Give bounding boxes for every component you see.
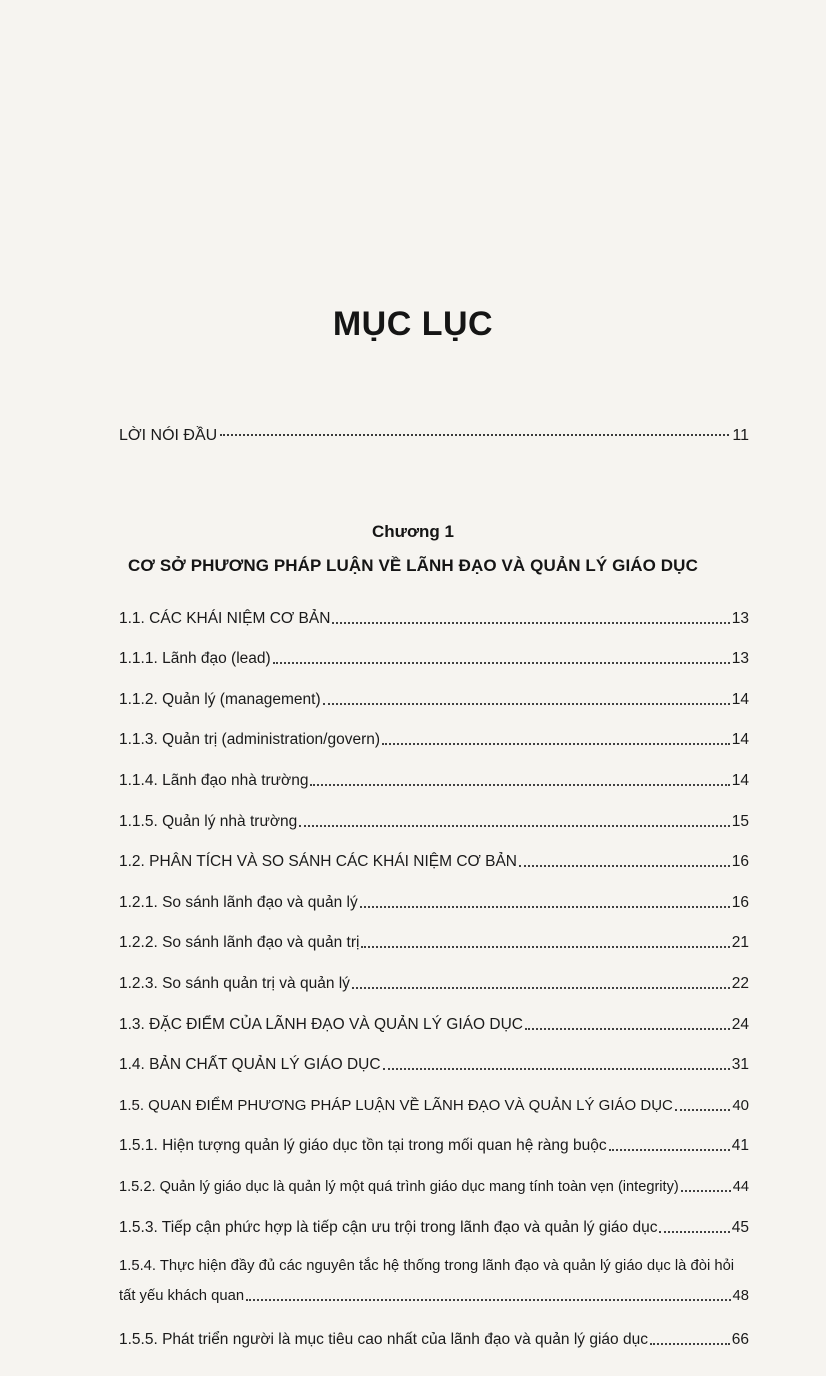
toc-entry-page: 24 — [731, 1015, 749, 1033]
toc-entry — [119, 1156, 749, 1197]
toc-entry-label: 1.5.2. Quản lý giáo dục là quản lý một quá trình giáo dục mang tính toàn vẹn (integrity) — [119, 1178, 679, 1195]
page-title: MỤC LỤC — [332, 305, 494, 343]
toc-entry-page: 44 — [732, 1178, 749, 1195]
toc-entry-page: 13 — [731, 650, 749, 668]
toc-entry-label-line2: tất yếu khách quan — [119, 1287, 245, 1304]
dot-leader — [360, 906, 730, 908]
dot-leader — [310, 784, 729, 786]
toc-entry — [119, 1035, 749, 1076]
dot-leader — [525, 1028, 730, 1030]
toc-entry — [119, 1116, 749, 1157]
toc-entry — [119, 750, 749, 791]
toc-entry-label: 1.3. ĐẶC ĐIỂM CỦA LÃNH ĐẠO VÀ QUẢN LÝ GIÁO DỤC — [119, 1015, 523, 1033]
toc-entry-label: 1.4. BẢN CHẤT QUẢN LÝ GIÁO DỤC — [119, 1056, 381, 1074]
toc-entry-label: 1.5.5. Phát triển người là mục tiêu cao nhất của lãnh đạo và quản lý giáo dục — [119, 1331, 648, 1349]
dot-leader — [361, 946, 729, 948]
toc-entry-label: 1.1.1. Lãnh đạo (lead) — [119, 650, 271, 668]
toc-entry-page: 66 — [731, 1331, 749, 1349]
toc-entry-page: 31 — [731, 1056, 749, 1074]
toc-entry-label: 1.1.5. Quản lý nhà trường — [119, 812, 298, 830]
toc-entry-page: 14 — [731, 690, 749, 708]
dot-leader — [681, 1190, 731, 1192]
toc-entry-page: 13 — [731, 609, 749, 627]
dot-leader — [659, 1231, 729, 1233]
toc-entry — [119, 710, 749, 751]
toc-entry-page: 21 — [731, 934, 749, 952]
dot-leader — [675, 1109, 730, 1111]
dot-leader — [323, 703, 730, 705]
toc-entry-label: 1.5. QUAN ĐIỂM PHƯƠNG PHÁP LUẬN VỀ LÃNH ĐẠO VÀ QUẢN LÝ GIÁO DỤC — [119, 1096, 673, 1114]
toc-entry-label: 1.2.2. So sánh lãnh đạo và quản trị — [119, 934, 360, 952]
chapter-title: CƠ SỞ PHƯƠNG PHÁP LUẬN VỀ LÃNH ĐẠO VÀ QUẢN LÝ GIÁO DỤC — [128, 556, 698, 575]
toc-entry-page: 48 — [732, 1287, 749, 1304]
toc-entry-multiline — [119, 1256, 749, 1306]
toc-entry — [119, 791, 749, 832]
toc-entry-label: 1.5.3. Tiếp cận phức hợp là tiếp cận ưu trội trong lãnh đạo và quản lý giáo dục — [119, 1218, 658, 1236]
toc-entry-label: 1.5.1. Hiện tượng quản lý giáo dục tồn tại trong mối quan hệ ràng buộc — [119, 1137, 607, 1155]
toc-entry-page: 22 — [731, 974, 749, 992]
dot-leader — [273, 662, 730, 664]
toc-entry-label: 1.1.4. Lãnh đạo nhà trường — [119, 771, 309, 789]
toc-entry-page: 40 — [732, 1096, 749, 1114]
toc-entry — [119, 1075, 749, 1116]
toc-entry — [119, 629, 749, 670]
toc-entry-label: 1.1.2. Quản lý (management) — [119, 690, 321, 708]
toc-entry-label: 1.2. PHÂN TÍCH VÀ SO SÁNH CÁC KHÁI NIỆM CƠ BẢN — [119, 853, 518, 871]
toc-entry-label: 1.1. CÁC KHÁI NIỆM CƠ BẢN — [119, 609, 331, 627]
toc-entry-label-line1: 1.5.4. Thực hiện đầy đủ các nguyên tắc hệ thống trong lãnh đạo và quản lý giáo dục là đòi hỏi — [119, 1257, 735, 1274]
toc-entry-page: 14 — [731, 731, 749, 749]
toc-entry-label: 1.1.3. Quản trị (administration/govern) — [119, 731, 381, 749]
dot-leader — [650, 1343, 730, 1345]
dot-leader — [220, 434, 729, 436]
dot-leader — [382, 743, 730, 745]
dot-leader — [519, 865, 730, 867]
toc-entry — [119, 994, 749, 1035]
dot-leader — [609, 1149, 730, 1151]
toc-entry-label: LỜI NÓI ĐẦU — [119, 427, 218, 444]
chapter-number: Chương 1 — [371, 522, 454, 541]
toc-list — [119, 588, 749, 1350]
toc-entry-page: 16 — [731, 893, 749, 911]
toc-entry — [119, 913, 749, 954]
toc-entry-page: 14 — [731, 771, 749, 789]
dot-leader — [383, 1068, 730, 1070]
toc-entry-preface — [119, 426, 749, 446]
toc-entry — [119, 953, 749, 994]
toc-entry-page: 11 — [732, 427, 749, 444]
toc-entry-page: 45 — [731, 1218, 749, 1236]
toc-entry-label: 1.2.3. So sánh quản trị và quản lý — [119, 974, 350, 992]
dot-leader — [352, 987, 730, 989]
toc-entry — [119, 832, 749, 873]
toc-entry-label: 1.2.1. So sánh lãnh đạo và quản lý — [119, 893, 358, 911]
toc-entry — [119, 1197, 749, 1238]
dot-leader — [299, 825, 730, 827]
toc-entry — [119, 1310, 749, 1351]
toc-entry-page: 41 — [731, 1137, 749, 1155]
toc-entry — [119, 872, 749, 913]
dot-leader — [246, 1299, 730, 1301]
toc-entry — [119, 669, 749, 710]
toc-entry-page: 16 — [731, 853, 749, 871]
dot-leader — [332, 622, 729, 624]
toc-entry-page: 15 — [731, 812, 749, 830]
toc-entry — [119, 588, 749, 629]
